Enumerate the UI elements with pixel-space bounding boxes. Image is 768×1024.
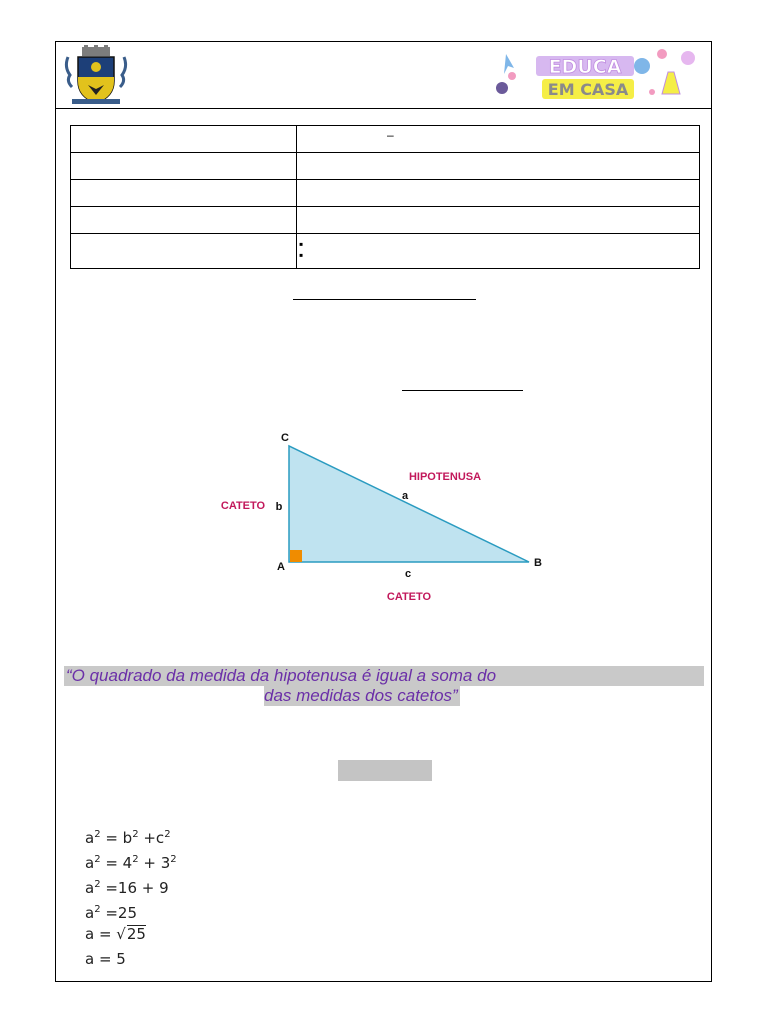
municipal-coat-of-arms-icon [62,45,130,105]
table-row [71,234,700,269]
math-line: $a^2 =25$ [85,904,138,922]
math-line: a = √25 [85,925,146,943]
title-underline [293,299,476,300]
educa-em-casa-logo [492,46,704,106]
identification-table [70,125,700,269]
logo-line2: EM CASA [547,80,629,99]
bullet: ▪ [299,237,304,251]
quote-line-1: “O quadrado da medida da hipotenusa é igual a soma do [64,666,704,686]
side-a-label: a [401,490,409,502]
math-line: a = 5 [85,950,126,968]
quote-line-2: das medidas dos catetos” [264,686,458,705]
math-line: $a^2 = 4^2 + 3^2$ [85,854,177,872]
table-row [71,180,700,207]
radicand: 25 [126,925,146,943]
table-row [71,153,700,180]
triangle-shape [289,446,529,562]
pythagoras-quote [64,666,704,706]
side-b-label: b [275,501,283,513]
vertex-a-label: A [277,561,285,573]
table-row [71,126,700,153]
right-triangle-diagram [211,422,561,607]
bullet: ▪ [299,248,304,262]
document-page [55,41,712,982]
vertex-c-label: C [281,432,289,444]
math-line: $a^2 =16 + 9$ [85,879,169,897]
hypotenuse-label: HIPOTENUSA [408,471,482,483]
side-c-label: c [404,568,412,580]
example-heading-highlight [338,760,432,781]
table-bullets [299,239,303,261]
vertex-b-label: B [534,557,542,569]
right-angle-marker [290,550,302,562]
leg-vertical-label: CATETO [220,500,266,512]
worked-example [85,822,177,972]
sqrt-symbol: √ [116,925,126,943]
table-row [71,207,700,234]
subtitle-underline [402,390,523,391]
leg-horizontal-label: CATETO [386,591,432,603]
math-line: $a^2 = b^2 +c^2$ [85,829,171,847]
table-dash: – [387,128,394,142]
logo-line1: EDUCA [548,56,622,78]
page-header [56,42,711,109]
